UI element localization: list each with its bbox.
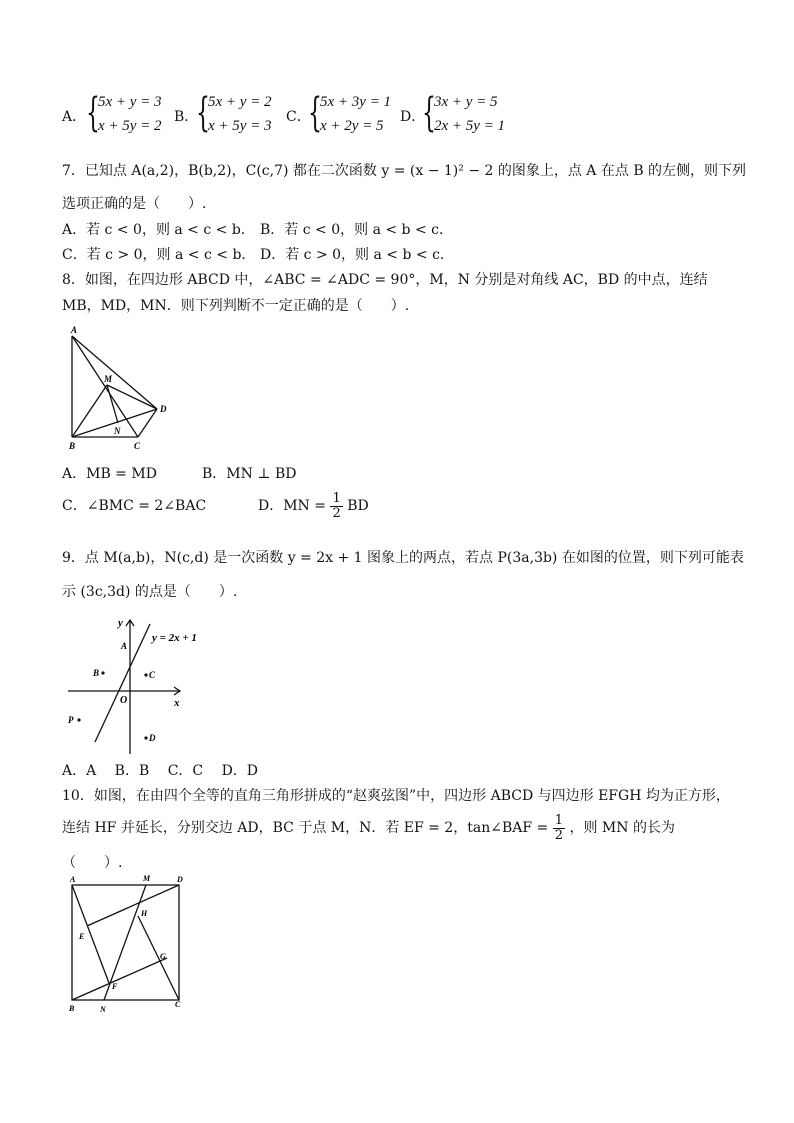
q7-stem-line2: 选项正确的是（ ）. [62,196,207,212]
brace-icon: { [422,90,436,136]
q10-figure [62,872,192,1017]
q9-figure [62,612,222,757]
q9-fig-label-y: y [118,617,123,629]
q10-fraction-numerator: 1 [554,812,564,828]
q6-option-a [62,90,172,140]
q10-fig-segment-af [72,885,109,983]
q8-fig-label-a: A [71,325,78,335]
q9-fig-point-c [144,673,147,676]
q10-fig-label-e: E [79,932,85,941]
q10-fig-label-g: G [160,952,166,961]
q6-option-d [400,90,520,140]
q9-stem-line1: 9．点 M(a,b)，N(c,d) 是一次函数 y = 2x + 1 图象上的两点，若点 P(3a,3b) 在如图的位置，则下列可能表 [62,550,744,566]
q9-fig-label-x: x [174,697,180,709]
q6-option-d-eq2: 2x + 5y = 1 [434,118,506,134]
q8-option-d [258,490,369,522]
q8-fig-label-n: N [114,426,121,436]
q9-fig-point-d [144,736,147,739]
q6-option-c-eq2: x + 2y = 5 [320,118,384,134]
q9-fig-label-c: C [149,670,156,680]
q9-fig-point-p [77,718,80,721]
q6-option-a-label: A． [62,109,87,125]
q10-fig-label-n: N [100,1005,106,1014]
brace-icon: { [86,90,100,136]
q10-fig-label-d: D [177,875,183,884]
q8-fig-segment-cd [138,409,157,437]
q8-option-b: B．MN ⊥ BD [202,466,297,482]
q6-option-a-eq1: 5x + y = 3 [98,94,162,110]
q8-fig-segment-ad [72,336,157,409]
q7-stem-line1: 7．已知点 A(a,2)，B(b,2)，C(c,7) 都在二次函数 y = (x − 1)² − 2 的图象上，点 A 在点 B 的左侧，则下列 [62,163,747,179]
q10-fig-label-c: C [175,1000,181,1009]
q10-fig-label-f: F [112,982,118,991]
q9-fig-label-o: O [120,695,128,706]
q6-option-c [286,90,400,140]
q10-stem-line2 [62,812,675,844]
q8-option-d-numerator: 1 [332,490,341,506]
q8-option-d-denominator: 2 [332,505,341,521]
q6-option-b-label: B． [174,109,199,125]
q6-option-c-eq1: 5x + 3y = 1 [320,94,392,110]
q8-fig-label-d: D [160,404,167,414]
q9-fig-label-b: B [93,668,100,678]
q8-option-d-suffix: BD [347,498,369,514]
q8-option-d-prefix: D．MN = [258,498,326,514]
q8-stem-line2: MB，MD，MN．则下列判断不一定正确的是（ ）. [62,298,410,314]
q8-fig-label-c: C [134,441,141,451]
q6-option-a-eq2: x + 5y = 2 [98,118,162,134]
q10-fig-segment-mn [104,885,146,1000]
q10-stem-line3: （ ）. [62,855,123,871]
q6-option-d-label: D． [400,109,426,125]
q8-stem-line1: 8．如图，在四边形 ABCD 中，∠ABC = ∠ADC = 90°，M，N 分别是对角线 AC，BD 的中点，连结 [62,272,708,288]
q9-fig-line-label: y = 2x + 1 [152,632,197,644]
brace-icon: { [308,90,322,136]
q10-fraction-denominator: 2 [554,827,564,843]
q7-option-c: C．若 c > 0，则 a < c < b． [62,247,256,263]
q10-fig-segment-ch [138,916,179,1000]
brace-icon: { [196,90,210,136]
q10-stem-line2-suffix: ，则 MN 的长为 [569,820,675,836]
q8-figure [62,322,182,454]
q6-option-b-eq2: x + 5y = 3 [208,118,272,134]
q8-option-a: A．MB = MD [62,466,157,482]
q6-option-b [174,90,284,140]
q8-fig-segment-mb [72,385,107,437]
q9-fig-label-d: D [149,733,156,743]
q8-option-d-fraction [330,492,342,521]
q10-stem-line2-prefix: 连结 HF 并延长，分别交边 AD，BC 于点 M，N．若 EF = 2，tan∠BAF = [62,820,549,836]
q9-fig-point-b [101,671,104,674]
q7-option-d: D．若 c > 0，则 a < b < c． [260,247,454,263]
q8-fig-label-b: B [69,441,76,451]
q6-option-b-eq1: 5x + y = 2 [208,94,272,110]
q7-option-a: A．若 c < 0，则 a < c < b． [62,222,255,238]
q6-option-c-label: C． [286,109,311,125]
q9-fig-label-a: A [121,641,128,651]
q10-fig-segment-bg [72,958,167,1000]
q8-option-c: C．∠BMC = 2∠BAC [62,498,207,514]
q9-options: A．A B．B C．C D．D [62,763,259,779]
q10-fraction [553,814,565,843]
q10-fig-label-a: A [70,875,76,884]
q6-option-d-eq1: 3x + y = 5 [434,94,498,110]
q8-fig-label-m: M [104,374,113,384]
q8-fig-segment-md [107,385,157,409]
q10-fig-label-b: B [69,1004,75,1013]
q7-option-b: B．若 c < 0，则 a < b < c． [260,222,453,238]
q10-fig-label-m: M [143,874,151,883]
q9-stem-line2: 示 (3c,3d) 的点是（ ）. [62,584,238,600]
q10-stem-line1: 10．如图，在由四个全等的直角三角形拼成的“赵爽弦图”中，四边形 ABCD 与四边形 EFGH 均为正方形， [62,788,730,804]
q10-fig-label-h: H [141,909,148,918]
q9-fig-label-p: P [68,715,74,725]
